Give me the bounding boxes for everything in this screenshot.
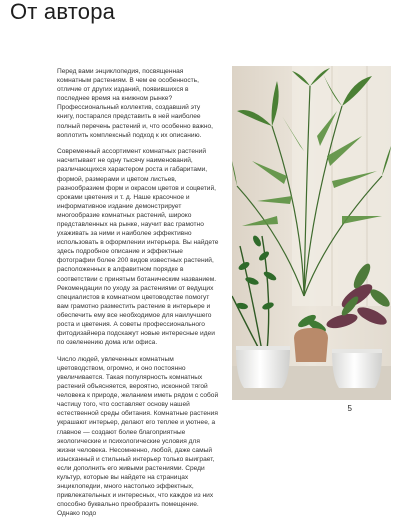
text-column (57, 67, 219, 526)
page-title: От автора (10, 0, 116, 24)
houseplants-photo (232, 66, 391, 400)
page-number: 5 (347, 404, 352, 413)
paragraph-popularity: Число людей, увлеченных комнатным цветоводством, огромно, и оно постоянно увеличивается. Такая популярность комнатных растений объясняется, вероятно, исконной тягой человека к природе, желанием иметь рядом с собой частицу того, что составляет основу нашей естественной среды обитания. Комнатные растения украшают интерьер, делают его теплее и уютнее, а главное — создают более благоприятные экологические и психологические условия для жизни человека. Несомненно, любой, даже самый изысканный и стильный интерьер только выиграет, если дополнить его живыми растениями. Среди культур, которые вы найдете на страницах энциклопедии, много настолько эффектных, привлекательных и интересных, что каждое из них способно буквально преобразить помещение. Однако подо (57, 355, 219, 518)
paragraph-intro: Перед вами энциклопедия, посвященная комнатным растениям. В чем ее особенность, отличие от других изданий, появившихся в последнее время на книжном рынке? Профессиональный коллектив, создавший эту книгу, постарался представить в ней наиболее полный перечень растений и, что особенно важно, воплотить комплексный подход к их описанию. (57, 68, 214, 139)
paragraph-assortment: Современный ассортимент комнатных растений насчитывает не одну тысячу наименований, различающихся характером роста и габаритами, формой, размерами и цветом листьев, разнообразием форм и окрасом цветов и соцветий, сроками цветения и т. д. Наше красочное и информативное издание демонстрирует многообразие комнатных растений, широко представленных на рынке, научит вас грамотно ухаживать за ними и наиболее эффективно использовать в оформлении интерьера. Вы найдете здесь подробное описание и эффектные фотографии более 200 видов известных растений, расположенных в алфавитном порядке в соответствии с принятым ботаническим названием. Рекомендации по уходу за растениями от ведущих специалистов в комнатном цветоводстве помогут вам грамотно разместить растение в интерьере и обеспечить ему все необходимое для наилучшего роста и цветения. А советы профессионального фитодизайнера подскажут новые интересные идеи по озеленению дома или офиса. (57, 148, 219, 347)
